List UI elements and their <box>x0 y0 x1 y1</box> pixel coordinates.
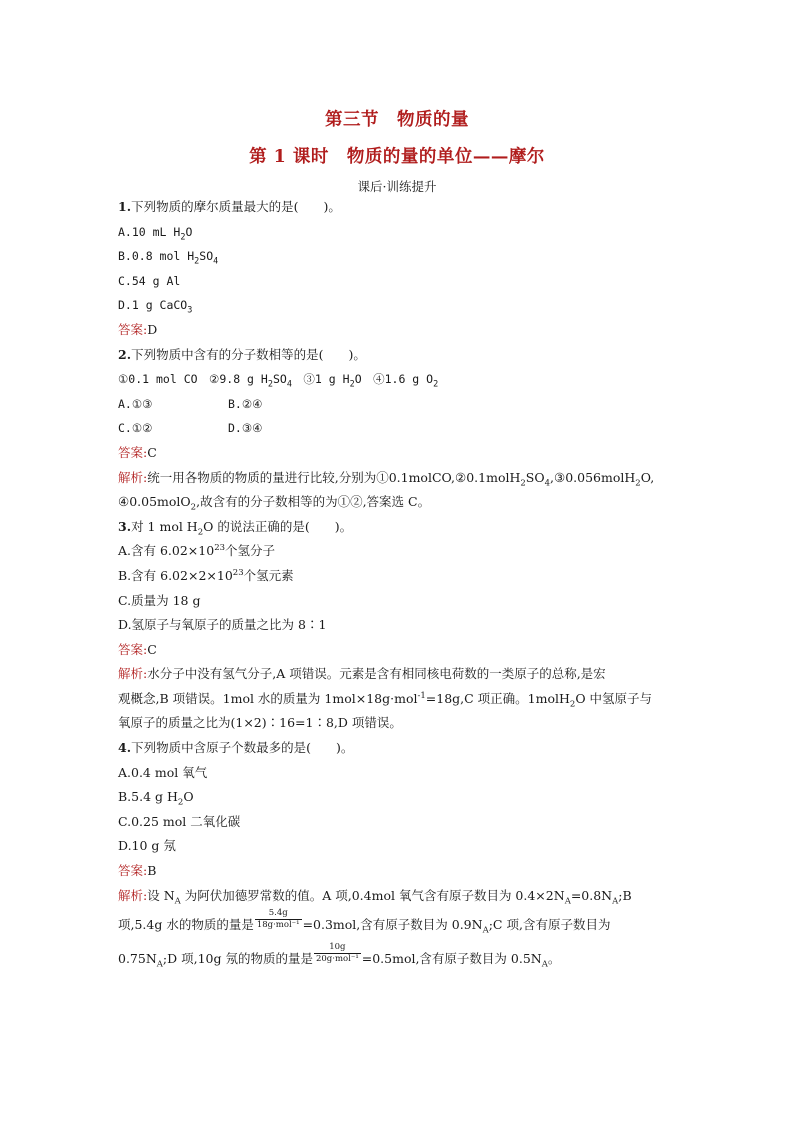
option-a: A.①③ <box>118 396 153 411</box>
option-a: A.含有 $6.02\times 10^{23}$个氢分子 <box>118 543 276 559</box>
fraction-neon-moles: $\frac{10g}{\text{20g·mol⁻¹}}$ <box>315 942 359 965</box>
question-2 <box>118 343 676 515</box>
question-stem: 4.下列物质中含原子个数最多的是( )。 <box>118 740 354 756</box>
explanation-line-2: 观概念,B 项错误。1mol 水的质量为 1mol×18g·mol$^{-1}$=18g,C 项正确。1molH$_2$O 中氢原子与 <box>118 690 653 710</box>
question-1 <box>118 195 676 343</box>
lesson-title: 第 1 课时 物质的量的单位——摩尔 <box>249 147 545 167</box>
options-row-1 <box>118 392 676 417</box>
explanation-line-2: ④0.05molO$_2$,故含有的分子数相等的为①②,答案选 C。 <box>118 494 431 513</box>
explanation-line-3: 氧原子的质量之比为(1×2)∶16=1∶8,D 项错误。 <box>118 715 402 731</box>
option-c: C.54 g Al <box>118 273 181 288</box>
option-d: D.氢原子与氧原子的质量之比为 8∶1 <box>118 617 327 633</box>
subtitle: 课后·训练提升 <box>357 179 437 194</box>
question-3 <box>118 515 676 736</box>
answer-label: 答案: <box>118 321 148 337</box>
question-stem: 3.对 1 mol $H_2O$ 的说法正确的是( )。 <box>118 518 353 538</box>
option-a: A.10 mL $H_2O$ <box>118 224 193 242</box>
option-c: C.0.25 mol 二氧化碳 <box>118 813 241 829</box>
question-items: ①0.1 mol CO ②9.8 g $H_2SO_4$ ③1 g $H_2O$ ④1.6 g $O_2$ <box>118 372 439 390</box>
explanation-label: 解析: <box>118 469 148 485</box>
option-b: B.②④ <box>228 396 263 411</box>
option-b: B.0.8 mol $H_2SO_4$ <box>118 249 219 267</box>
option-d: D.③④ <box>228 421 263 436</box>
explanation-line-1: 解析:水分子中没有氢气分子,A 项错误。元素是含有相同核电荷数的一类原子的总称,是宏 <box>118 666 606 682</box>
explanation-line-2: 项,5.4g 水的物质的量是 $\frac{5.4g}{\text{18g·mol⁻¹}}$ =0.3mol,含有原子数目为 $0.9N_A;C$ 项,含有原子数目为 <box>118 908 611 936</box>
question-stem <box>118 195 676 220</box>
answer-line: 答案:C <box>118 444 157 460</box>
explanation-line-1: 解析:设 $N_A$ 为阿伏加德罗常数的值。A 项,0.4mol 氧气含有原子数目为 $0.4\times 2N_A=0.8N_A;B$ <box>118 887 632 907</box>
explanation-line-3: $0.75N_A;D$ 项,10g 氖的物质的量是 $\frac{10g}{\text{20g·mol⁻¹}}$ =0.5mol,含有原子数目为 $0.5N_A$。 <box>118 942 561 970</box>
fraction-water-moles: $\frac{5.4g}{\text{18g·mol⁻¹}}$ <box>256 908 300 931</box>
option-c: C.质量为 18 g <box>118 592 201 608</box>
answer-value: D <box>147 321 158 337</box>
question-4 <box>118 736 676 976</box>
option-b: B.5.4 g $H_2O$ <box>118 789 194 808</box>
option-d: D.10 g 氖 <box>118 838 176 854</box>
question-number: 1. <box>118 199 132 214</box>
question-text: 下列物质的摩尔质量最大的是( )。 <box>131 199 341 214</box>
option-a: A.0.4 mol 氧气 <box>118 764 208 780</box>
option-b: B.含有 $6.02\times 2\times 10^{23}$个氢元素 <box>118 567 294 583</box>
answer-line: 答案:C <box>118 641 157 657</box>
explanation-line-1: 解析:统一用各物质的物质的量进行比较,分别为$①0.1molCO,②0.1molH_2SO_4,③0.056molH_2O$, <box>118 469 655 489</box>
options-row-2 <box>118 416 676 441</box>
answer-line <box>118 318 676 343</box>
answer-line: 答案:B <box>118 863 157 879</box>
option-c: C.①② <box>118 421 153 436</box>
question-stem: 2.下列物质中含有的分子数相等的是( )。 <box>118 346 366 362</box>
option-d: D.1 g CaCO$_3$ <box>118 298 193 316</box>
section-title: 第三节 物质的量 <box>325 110 469 130</box>
